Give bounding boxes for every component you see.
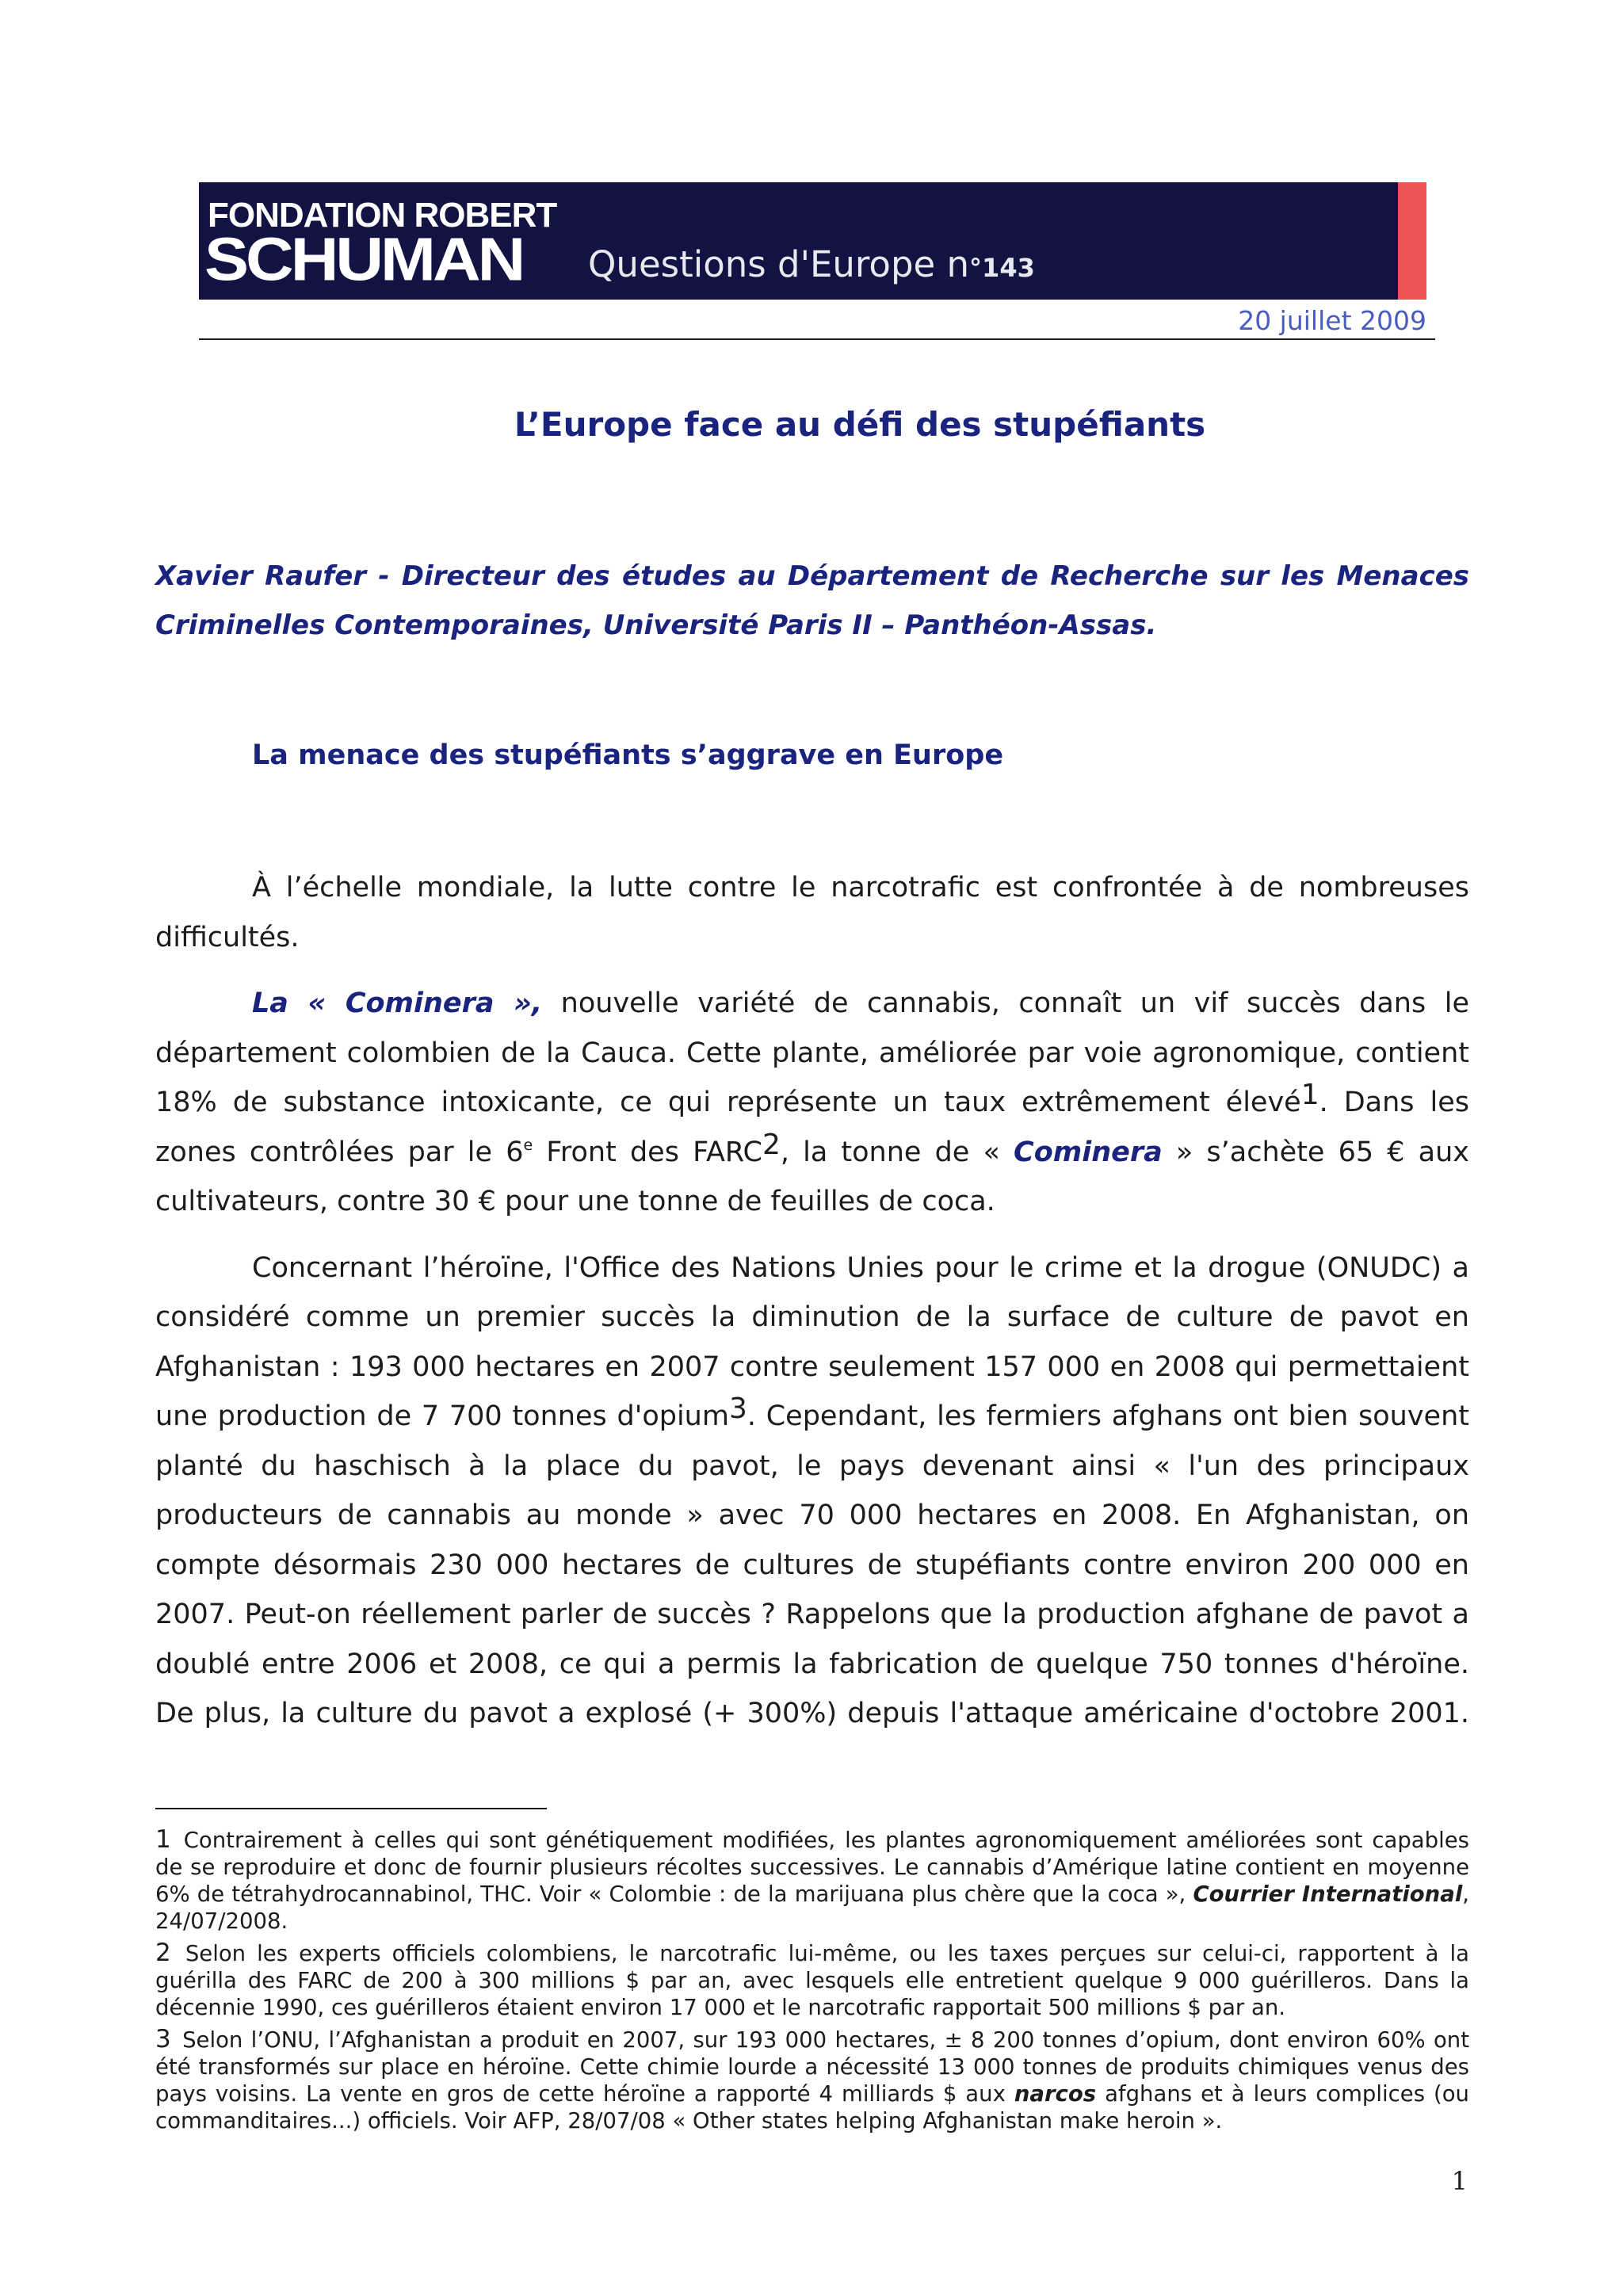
narcos-term: narcos	[1014, 2081, 1097, 2107]
article-body	[155, 863, 1469, 1755]
series-number-prefix: n	[946, 243, 970, 285]
footnote-3: 3 Selon l’ONU, l’Afghanistan a produit en 2007, sur 193 000 hectares, ± 8 200 tonnes d’opium, dont environ 60% ont été transformés sur place en héroïne. Cette chimie lourde a nécessité 13 000 tonnes de produits chimiques venus des pays voisins. La vente en gros de cette héroïne a rapporté 4 milliards $ aux narcos afghans et à leurs complices (ou commanditaires...) officiels. Voir AFP, 28/07/08 « Other states helping Afghanistan make heroin ».	[155, 2025, 1469, 2134]
header-divider	[199, 338, 1435, 340]
foundation-name-line1: FONDATION ROBERT	[208, 196, 557, 235]
cominera-term: Cominera	[1014, 1136, 1163, 1168]
paragraph-1: À l’échelle mondiale, la lutte contre le narcotrafic est confrontée à de nombreuses difficultés.	[155, 872, 1469, 953]
footnote-1: 1 Contrairement à celles qui sont génétiquement modifiées, les plantes agronomiquement améliorées sont capables de se reproduire et donc de fournir plusieurs récoltes successives. Le cannabis d’Amérique latine contient en moyenne 6% de tétrahydrocannabinol, THC. Voir « Colombie : de la marijuana plus chère que la coca », Courrier International, 24/07/2008.	[155, 1825, 1469, 1934]
page-number: 1	[1451, 2166, 1468, 2196]
footnote-source: Courrier International	[1193, 1881, 1463, 1907]
banner-accent-stripe	[1398, 182, 1426, 300]
series-label	[588, 243, 1035, 290]
footnote-2: 2 Selon les experts officiels colombiens, le narcotrafic lui-même, ou les taxes perçues sur celui-ci, rapportent à la guérilla des FARC de 200 à 300 millions $ par an, avec lesquels elle entretient quelque 9 000 guérilleros. Dans la décennie 1990, ces guérilleros étaient environ 17 000 et le narcotrafic rapportait 500 millions $ par an.	[155, 1939, 1469, 2020]
footnote-number: 3	[155, 2025, 171, 2053]
publication-date: 20 juillet 2009	[1238, 305, 1426, 336]
superscript-e: e	[523, 1136, 533, 1154]
series-name: Questions d'Europe	[588, 243, 936, 285]
footnote-divider	[155, 1808, 547, 1809]
paragraph-2: La « Cominera », nouvelle variété de cannabis, connaît un vif succès dans le département colombien de la Cauca. Cette plante, améliorée par voie agronomique, contient 18% de substance intoxicante, ce qui représente un taux extrêmement élevé1. Dans les zones contrôlées par le 6e Front des FARC2, la tonne de « Cominera » s’achète 65 € aux cultivateurs, contre 30 € pour une tonne de feuilles de coca.	[155, 988, 1469, 1217]
section-title: La menace des stupéfiants s’aggrave en Europe	[252, 739, 1004, 771]
cominera-lead: La « Cominera »,	[252, 988, 543, 1019]
author-name: Xavier Raufer	[155, 560, 367, 592]
footnote-number: 1	[155, 1825, 171, 1854]
footnote-ref-1[interactable]: 1	[1300, 1079, 1319, 1111]
author-affiliation: Directeur des études au Département de Recherche sur les Menaces Criminelles Contemporaines, Université Paris II – Panthéon-Assas.	[155, 560, 1470, 641]
footnote-ref-3[interactable]: 3	[728, 1392, 747, 1425]
author-byline	[155, 552, 1469, 650]
footnotes	[155, 1826, 1469, 2139]
footnote-ref-2[interactable]: 2	[762, 1128, 781, 1161]
paragraph-3: Concernant l’héroïne, l'Office des Nations Unies pour le crime et la drogue (ONUDC) a considéré comme un premier succès la diminution de la surface de culture de pavot en Afghanistan : 193 000 hectares en 2007 contre seulement 157 000 en 2008 qui permettaient une production de 7 700 tonnes d'opium3. Cependant, les fermiers afghans ont bien souvent planté du haschisch à la place du pavot, le pays devenant ainsi « l'un des principaux producteurs de cannabis au monde » avec 70 000 hectares en 2008. En Afghanistan, on compte désormais 230 000 hectares de cultures de stupéfiants contre environ 200 000 en 2007. Peut-on réellement parler de succès ? Rappelons que la production afghane de pavot a doublé entre 2006 et 2008, ce qui a permis la fabrication de quelque 750 tonnes d'héroïne. De plus, la culture du pavot a explosé (+ 300%) depuis l'attaque américaine d'octobre 2001.	[155, 1251, 1469, 1729]
series-number: °143	[969, 253, 1035, 283]
foundation-name-line2: SCHUMAN	[204, 224, 523, 294]
author-separator: -	[378, 560, 390, 592]
footnote-number: 2	[155, 1939, 171, 1967]
page-title: L’Europe face au défi des stupéfiants	[514, 405, 1206, 444]
